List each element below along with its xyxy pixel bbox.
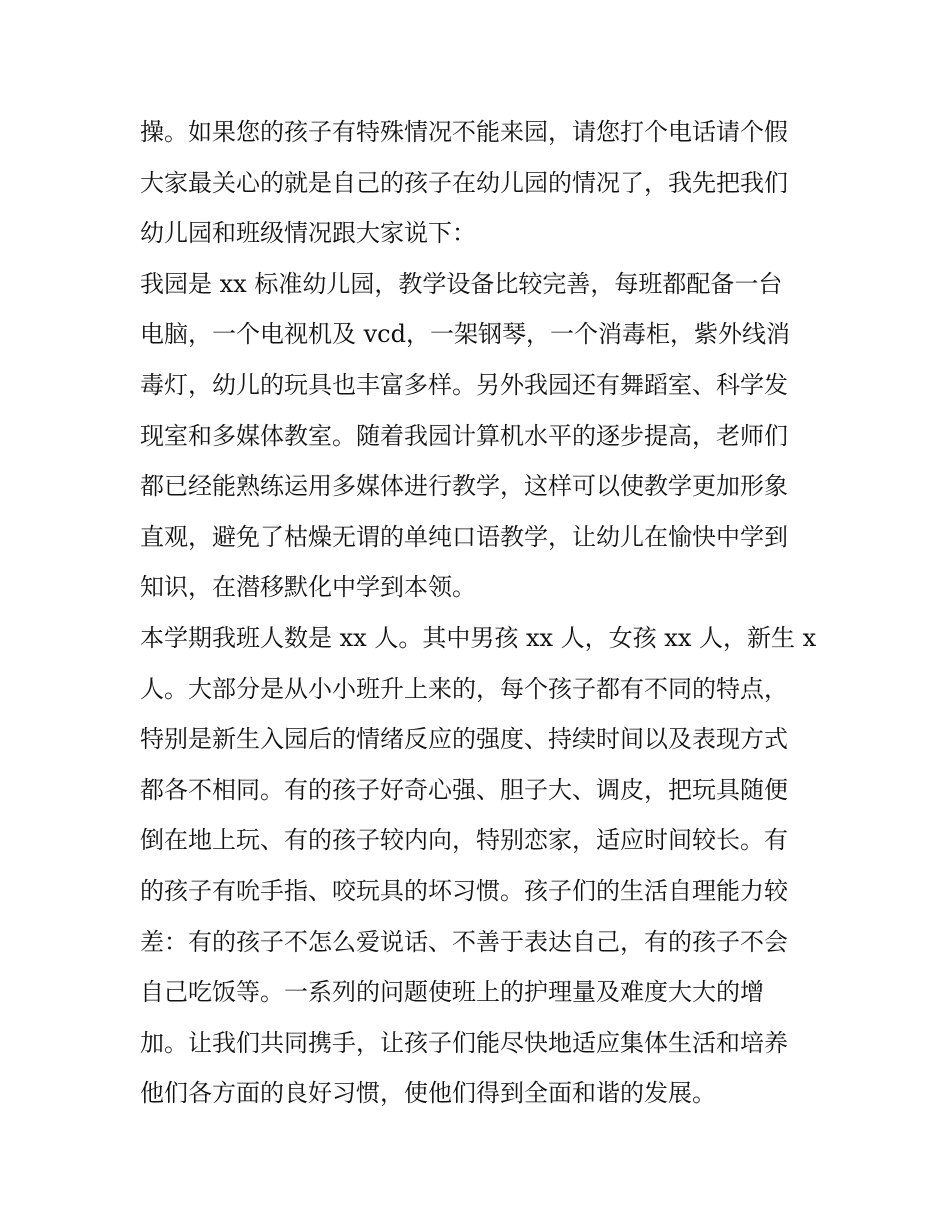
text-line: 直观，避免了枯燥无谓的单纯口语教学，让幼儿在愉快中学到 bbox=[140, 522, 788, 551]
text-line: 特别是新生入园后的情绪反应的强度、持续时间以及表现方式 bbox=[140, 725, 788, 754]
text-line: 毒灯，幼儿的玩具也丰富多样。另外我园还有舞蹈室、科学发 bbox=[140, 370, 788, 399]
text-line: 的孩子有吮手指、咬玩具的坏习惯。孩子们的生活自理能力较 bbox=[140, 876, 788, 905]
text-line: 倒在地上玩、有的孩子较内向，特别恋家，适应时间较长。有 bbox=[140, 826, 788, 855]
text-line: 本学期我班人数是 xx 人。其中男孩 xx 人，女孩 xx 人，新生 x bbox=[140, 623, 817, 652]
text-line: 都已经能熟练运用多媒体进行教学，这样可以使教学更加形象 bbox=[140, 472, 788, 501]
document-body bbox=[140, 107, 830, 1119]
text-line: 电脑，一个电视机及 vcd，一架钢琴，一个消毒柜，紫外线消 bbox=[140, 320, 790, 349]
text-line: 自己吃饭等。一系列的问题使班上的护理量及难度大大的增 bbox=[140, 978, 764, 1007]
text-line: 现室和多媒体教室。随着我园计算机水平的逐步提高，老师们 bbox=[140, 421, 788, 450]
text-line: 加。让我们共同携手，让孩子们能尽快地适应集体生活和培养 bbox=[140, 1028, 788, 1057]
text-line: 人。大部分是从小小班升上来的，每个孩子都有不同的特点， bbox=[140, 674, 788, 703]
text-line: 我园是 xx 标准幼儿园，教学设备比较完善，每班都配备一台 bbox=[140, 269, 783, 298]
text-line: 幼儿园和班级情况跟大家说下： bbox=[140, 219, 476, 248]
text-line: 差：有的孩子不怎么爱说话、不善于表达自己，有的孩子不会 bbox=[140, 927, 788, 956]
text-line: 都各不相同。有的孩子好奇心强、胆子大、调皮，把玩具随便 bbox=[140, 775, 788, 804]
text-line: 操。如果您的孩子有特殊情况不能来园，请您打个电话请个假 bbox=[140, 118, 788, 146]
text-line: 知识，在潜移默化中学到本领。 bbox=[140, 573, 476, 602]
text-line: 大家最关心的就是自己的孩子在幼儿园的情况了，我先把我们 bbox=[140, 168, 788, 197]
text-line: 他们各方面的良好习惯，使他们得到全面和谐的发展。 bbox=[140, 1079, 716, 1108]
